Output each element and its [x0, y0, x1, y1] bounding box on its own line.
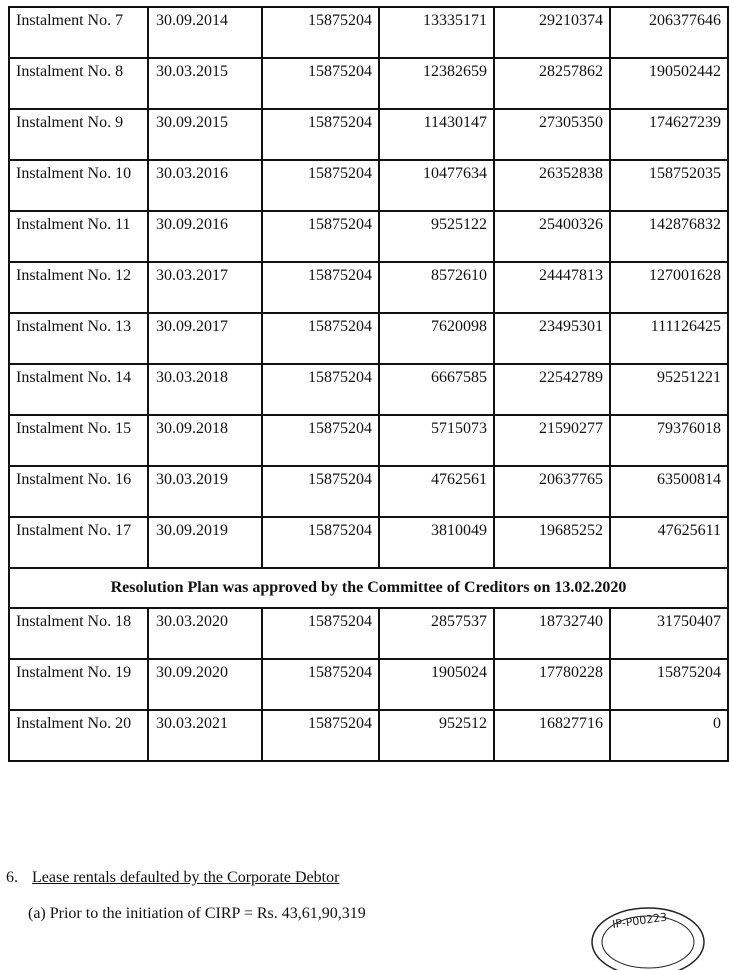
- date-cell: 30.09.2017: [148, 313, 262, 364]
- section-6-item-a: (a) Prior to the initiation of CIRP = Rs. 43,61,90,319: [28, 905, 366, 922]
- table-row: [9, 313, 728, 364]
- amount-cell: 142876832: [610, 211, 728, 262]
- table-row: [9, 608, 728, 659]
- instalment-cell: Instalment No. 20: [9, 710, 148, 761]
- amount-cell: 2857537: [379, 608, 494, 659]
- section-title: Lease rentals defaulted by the Corporate Debtor: [32, 869, 340, 886]
- amount-cell: 15875204: [262, 109, 379, 160]
- amount-cell: 15875204: [262, 415, 379, 466]
- instalment-cell: Instalment No. 17: [9, 517, 148, 568]
- instalment-cell: Instalment No. 15: [9, 415, 148, 466]
- instalment-cell: Instalment No. 13: [9, 313, 148, 364]
- amount-cell: 15875204: [262, 160, 379, 211]
- amount-cell: 24447813: [494, 262, 610, 313]
- table-row: [9, 710, 728, 761]
- amount-cell: 27305350: [494, 109, 610, 160]
- amount-cell: 15875204: [262, 710, 379, 761]
- amount-cell: 47625611: [610, 517, 728, 568]
- amount-cell: 15875204: [262, 517, 379, 568]
- amount-cell: 15875204: [262, 659, 379, 710]
- table-row: [9, 160, 728, 211]
- table-row: [9, 58, 728, 109]
- amount-cell: 174627239: [610, 109, 728, 160]
- amount-cell: 26352838: [494, 160, 610, 211]
- amount-cell: 6667585: [379, 364, 494, 415]
- amount-cell: 15875204: [262, 58, 379, 109]
- svg-text:IP-P00223: IP-P00223: [611, 910, 668, 932]
- amount-cell: 5715073: [379, 415, 494, 466]
- amount-cell: 25400326: [494, 211, 610, 262]
- section-6-heading: [6, 868, 339, 888]
- amount-cell: 31750407: [610, 608, 728, 659]
- seal-stamp: [582, 900, 712, 970]
- date-cell: 30.09.2018: [148, 415, 262, 466]
- instalment-cell: Instalment No. 9: [9, 109, 148, 160]
- instalment-cell: Instalment No. 10: [9, 160, 148, 211]
- amount-cell: 12382659: [379, 58, 494, 109]
- amount-cell: 952512: [379, 710, 494, 761]
- table-row: [9, 466, 728, 517]
- instalment-cell: Instalment No. 8: [9, 58, 148, 109]
- amount-cell: 15875204: [262, 608, 379, 659]
- date-cell: 30.03.2018: [148, 364, 262, 415]
- amount-cell: 19685252: [494, 517, 610, 568]
- amount-cell: 158752035: [610, 160, 728, 211]
- amount-cell: 190502442: [610, 58, 728, 109]
- amount-cell: 15875204: [610, 659, 728, 710]
- table-body-notice: [9, 568, 728, 608]
- amount-cell: 29210374: [494, 7, 610, 58]
- table-row: [9, 262, 728, 313]
- instalment-cell: Instalment No. 16: [9, 466, 148, 517]
- amount-cell: 11430147: [379, 109, 494, 160]
- amount-cell: 15875204: [262, 313, 379, 364]
- date-cell: 30.03.2017: [148, 262, 262, 313]
- amount-cell: 10477634: [379, 160, 494, 211]
- amount-cell: 28257862: [494, 58, 610, 109]
- amount-cell: 21590277: [494, 415, 610, 466]
- amount-cell: 95251221: [610, 364, 728, 415]
- date-cell: 30.09.2016: [148, 211, 262, 262]
- amount-cell: 206377646: [610, 7, 728, 58]
- table-row: [9, 7, 728, 58]
- amount-cell: 15875204: [262, 262, 379, 313]
- instalment-schedule-table: [8, 6, 729, 762]
- approval-notice-row: [9, 568, 728, 608]
- amount-cell: 0: [610, 710, 728, 761]
- table-row: [9, 415, 728, 466]
- approval-notice: Resolution Plan was approved by the Committee of Creditors on 13.02.2020: [9, 568, 728, 608]
- amount-cell: 13335171: [379, 7, 494, 58]
- amount-cell: 15875204: [262, 211, 379, 262]
- amount-cell: 9525122: [379, 211, 494, 262]
- date-cell: 30.09.2014: [148, 7, 262, 58]
- date-cell: 30.09.2015: [148, 109, 262, 160]
- date-cell: 30.09.2020: [148, 659, 262, 710]
- date-cell: 30.03.2016: [148, 160, 262, 211]
- amount-cell: 63500814: [610, 466, 728, 517]
- table-row: [9, 109, 728, 160]
- date-cell: 30.09.2019: [148, 517, 262, 568]
- amount-cell: 127001628: [610, 262, 728, 313]
- section-number: 6.: [6, 869, 18, 886]
- amount-cell: 79376018: [610, 415, 728, 466]
- amount-cell: 111126425: [610, 313, 728, 364]
- table-body-before-approval: [9, 7, 728, 568]
- amount-cell: 8572610: [379, 262, 494, 313]
- instalment-cell: Instalment No. 12: [9, 262, 148, 313]
- table-body-after-approval: [9, 608, 728, 761]
- date-cell: 30.03.2020: [148, 608, 262, 659]
- table-row: [9, 211, 728, 262]
- amount-cell: 7620098: [379, 313, 494, 364]
- amount-cell: 15875204: [262, 364, 379, 415]
- amount-cell: 15875204: [262, 466, 379, 517]
- instalment-cell: Instalment No. 18: [9, 608, 148, 659]
- amount-cell: 20637765: [494, 466, 610, 517]
- date-cell: 30.03.2021: [148, 710, 262, 761]
- date-cell: 30.03.2019: [148, 466, 262, 517]
- amount-cell: 17780228: [494, 659, 610, 710]
- instalment-cell: Instalment No. 14: [9, 364, 148, 415]
- instalment-cell: Instalment No. 7: [9, 7, 148, 58]
- amount-cell: 23495301: [494, 313, 610, 364]
- amount-cell: 16827716: [494, 710, 610, 761]
- amount-cell: 3810049: [379, 517, 494, 568]
- table-row: [9, 517, 728, 568]
- amount-cell: 15875204: [262, 7, 379, 58]
- instalment-cell: Instalment No. 11: [9, 211, 148, 262]
- amount-cell: 1905024: [379, 659, 494, 710]
- table-row: [9, 364, 728, 415]
- date-cell: 30.03.2015: [148, 58, 262, 109]
- amount-cell: 22542789: [494, 364, 610, 415]
- amount-cell: 4762561: [379, 466, 494, 517]
- instalment-cell: Instalment No. 19: [9, 659, 148, 710]
- table-row: [9, 659, 728, 710]
- amount-cell: 18732740: [494, 608, 610, 659]
